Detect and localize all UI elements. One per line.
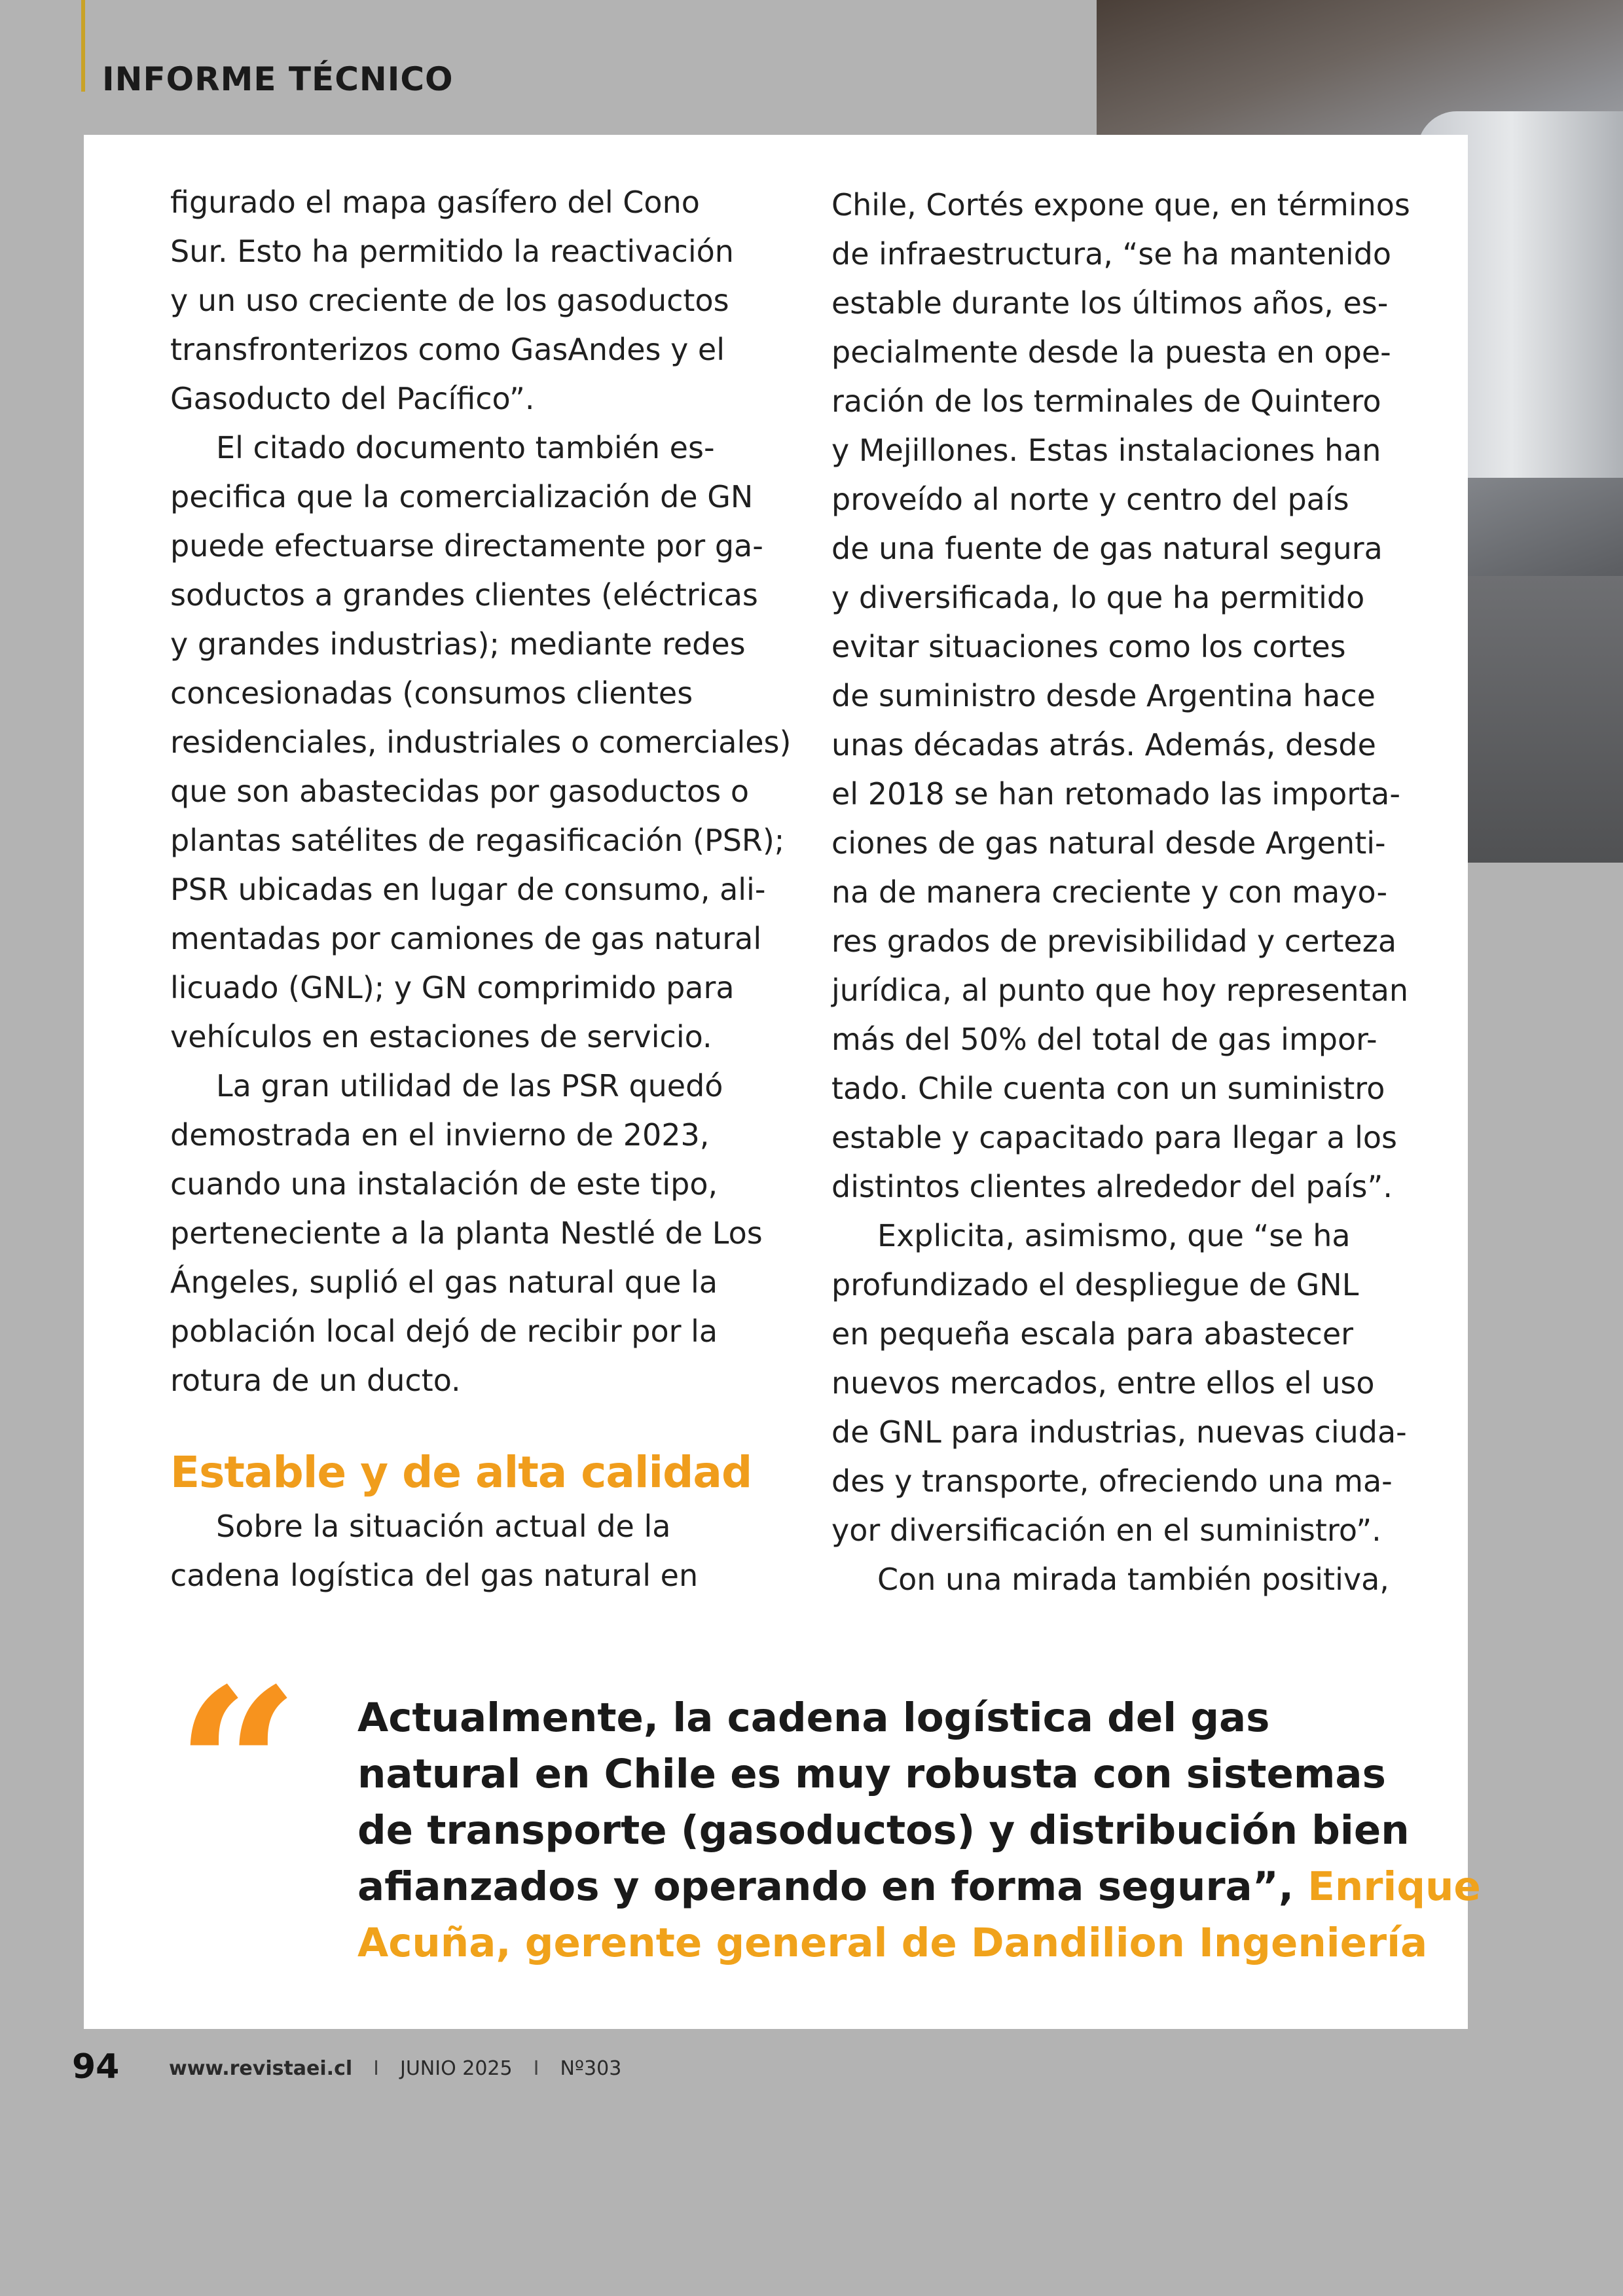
right-column: [831, 181, 1486, 1604]
pull-quote: [357, 1690, 1497, 1971]
left-paragraph-1: figurado el mapa gasífero del Cono Sur. Esto ha permitido la reactivación y un uso creciente de los gasoductos transfronterizos como GasAndes y el Gasoducto del Pacífico”.: [170, 185, 734, 416]
pull-quote-text: Actualmente, la cadena logística del gas natural en Chile es muy robusta con sistemas de transporte (gasoductos) y distribución bien afianzados y operando en forma segura”,: [357, 1695, 1410, 1910]
left-column: [170, 178, 825, 1600]
right-paragraph-2: Explicita, asimismo, que “se ha profundizado el despliegue de GNL en pequeña escala para abastecer nuevos mercados, entre ellos el uso de GNL para industrias, nuevas ciuda- des y transporte, ofreciendo una ma- yor diversificación en el suministro”.: [831, 1218, 1407, 1548]
footer-separator: I: [373, 2057, 379, 2080]
footer-url[interactable]: www.revistaei.cl: [169, 2057, 353, 2080]
left-paragraph-3: La gran utilidad de las PSR quedó demostrada en el invierno de 2023, cuando una instalación de este tipo, perteneciente a la planta Nestlé de Los Ángeles, suplió el gas natural que la población local dejó de recibir por la rotura de un ducto.: [170, 1068, 763, 1398]
left-paragraph-4: Sobre la situación actual de la cadena logística del gas natural en: [170, 1509, 699, 1593]
header-accent-rule: [81, 0, 85, 92]
article-body: [84, 135, 1481, 2029]
section-label: INFORME TÉCNICO: [102, 60, 454, 98]
footer-date: JUNIO 2025: [400, 2057, 513, 2080]
quote-mark-icon: “: [175, 1641, 300, 1895]
subheading: Estable y de alta calidad: [170, 1447, 752, 1498]
left-paragraph-2: El citado documento también es- pecifica que la comercialización de GN puede efectuarse directamente por ga- soductos a grandes clientes (eléctricas y grandes industrias); mediante redes concesionadas (consumos clientes residenciales, industriales o comerciales) que son abastecidas por gasoductos o plantas satélites de regasificación (PSR); PSR ubicadas en lugar de consumo, ali- mentadas por camiones de gas natural licuado (GNL); y GN comprimido para vehículos en estaciones de servicio.: [170, 430, 792, 1054]
right-paragraph-1: Chile, Cortés expone que, en términos de infraestructura, “se ha mantenido estable durante los últimos años, es- pecialmente desde la puesta en ope- ración de los terminales de Quintero y Mejillones. Estas instalaciones han proveído al norte y centro del país de una fuente de gas natural segura y diversificada, lo que ha permitido evitar situaciones como los cortes de suministro desde Argentina hace unas décadas atrás. Además, desde el 2018 se han retomado las importa- ciones de gas natural desde Argenti- na de manera creciente y con mayo- res grados de previsibilidad y certeza jurídica, al punto que hoy representan más del 50% del total de gas impor- tado. Chile cuenta con un suministro estable y capacitado para llegar a los distintos clientes alrededor del país”.: [831, 187, 1410, 1204]
right-paragraph-3: Con una mirada también positiva,: [877, 1562, 1389, 1597]
footer: [169, 2057, 621, 2080]
footer-issue: Nº303: [560, 2057, 622, 2080]
page-number: 94: [72, 2047, 120, 2087]
pull-quote-author: Enrique Acuña, gerente general de Dandilion Ingeniería: [357, 1863, 1481, 1966]
footer-separator: I: [533, 2057, 539, 2080]
